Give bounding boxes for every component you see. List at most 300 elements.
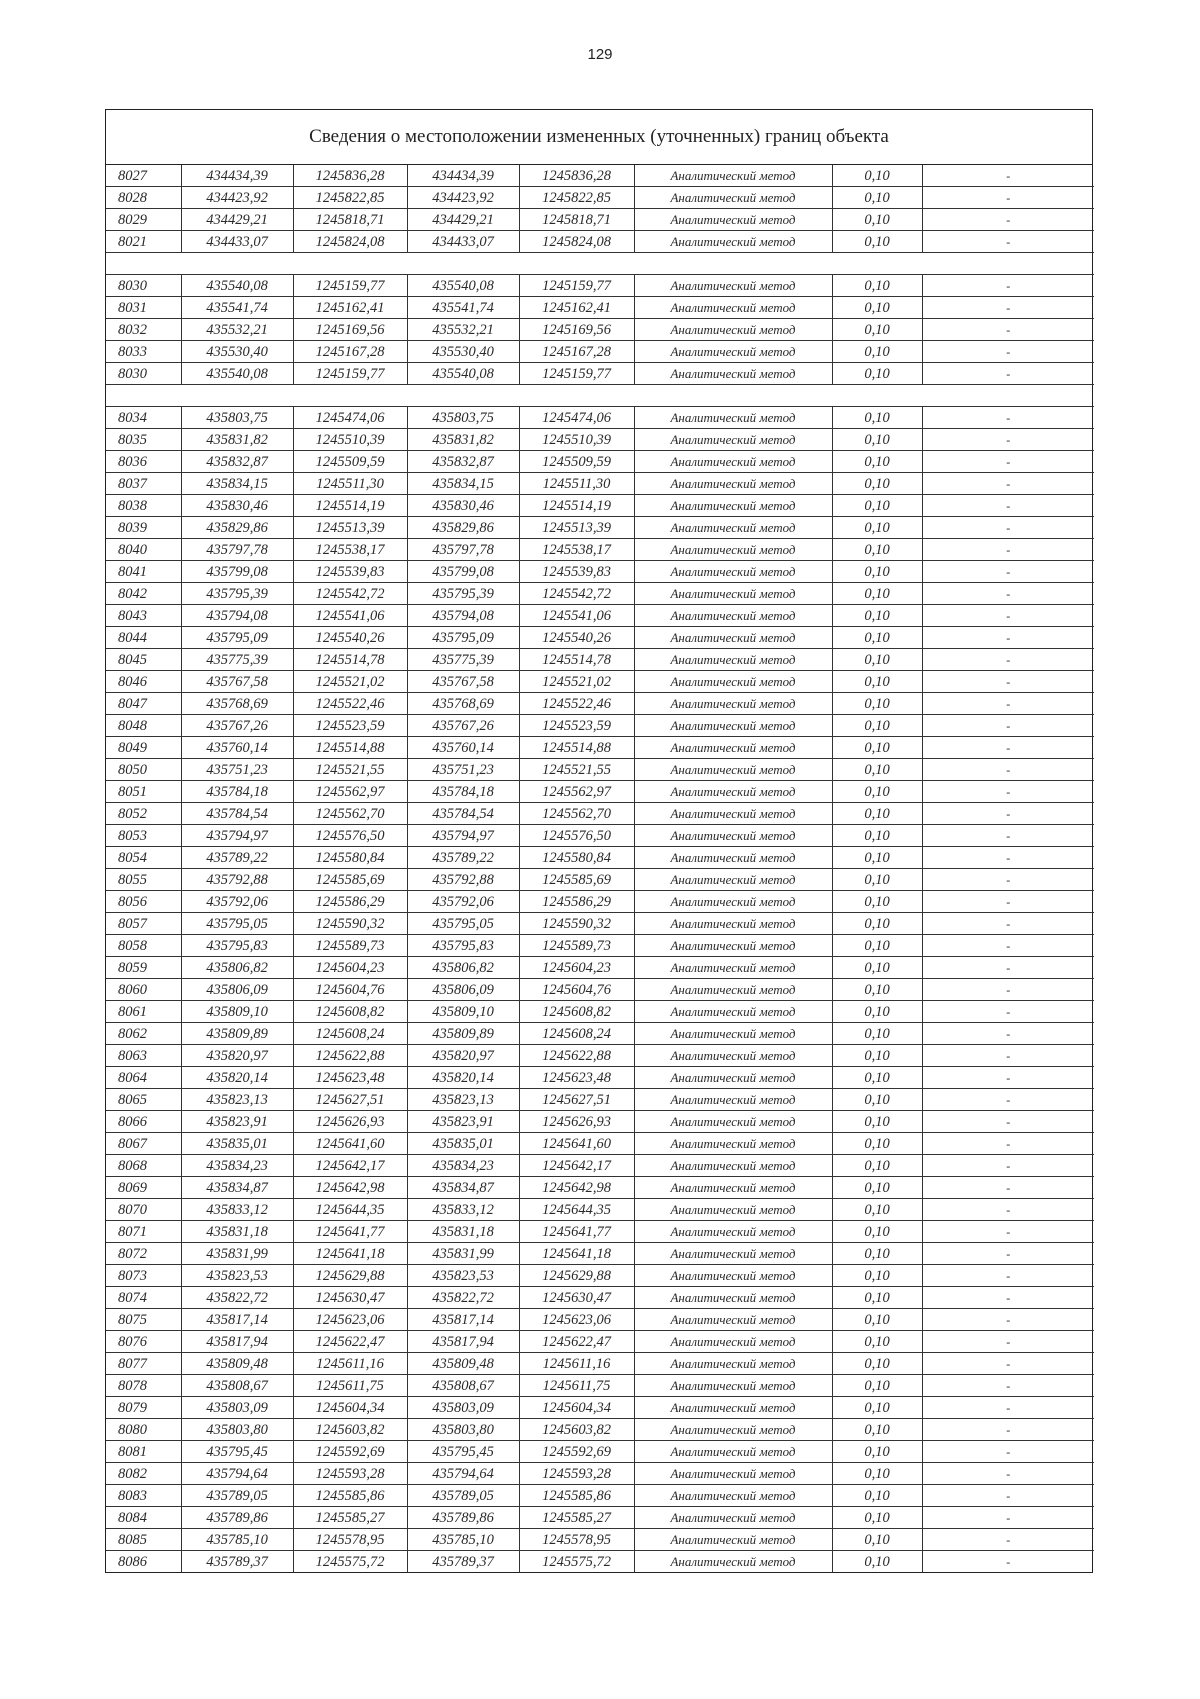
table-row xyxy=(106,1331,1094,1353)
point-number: 8081 xyxy=(106,1441,181,1463)
x-new: 435789,37 xyxy=(407,1551,519,1573)
precision-cell: 0,10 xyxy=(832,407,922,429)
table-row xyxy=(106,1089,1094,1111)
point-number: 8056 xyxy=(106,891,181,913)
y-existing: 1245824,08 xyxy=(293,231,407,253)
y-new: 1245590,32 xyxy=(519,913,634,935)
y-new: 1245644,35 xyxy=(519,1199,634,1221)
note-cell: - xyxy=(922,1243,1094,1265)
precision-cell: 0,10 xyxy=(832,165,922,187)
table-row xyxy=(106,957,1094,979)
table-row xyxy=(106,363,1094,385)
precision-cell: 0,10 xyxy=(832,561,922,583)
x-new: 435795,39 xyxy=(407,583,519,605)
y-new: 1245604,34 xyxy=(519,1397,634,1419)
y-new: 1245641,60 xyxy=(519,1133,634,1155)
method-cell: Аналитический метод xyxy=(634,979,832,1001)
x-existing: 435767,58 xyxy=(181,671,293,693)
y-existing: 1245510,39 xyxy=(293,429,407,451)
y-new: 1245562,97 xyxy=(519,781,634,803)
table-row xyxy=(106,297,1094,319)
precision-cell: 0,10 xyxy=(832,759,922,781)
precision-cell: 0,10 xyxy=(832,935,922,957)
x-existing: 435831,82 xyxy=(181,429,293,451)
x-existing: 435820,14 xyxy=(181,1067,293,1089)
point-number: 8046 xyxy=(106,671,181,693)
note-cell: - xyxy=(922,1375,1094,1397)
x-new: 435795,83 xyxy=(407,935,519,957)
table-row xyxy=(106,407,1094,429)
x-new: 434423,92 xyxy=(407,187,519,209)
point-number: 8043 xyxy=(106,605,181,627)
note-cell: - xyxy=(922,429,1094,451)
precision-cell: 0,10 xyxy=(832,1001,922,1023)
y-new: 1245511,30 xyxy=(519,473,634,495)
note-cell: - xyxy=(922,1133,1094,1155)
y-existing: 1245604,23 xyxy=(293,957,407,979)
x-existing: 435795,09 xyxy=(181,627,293,649)
table-row xyxy=(106,649,1094,671)
precision-cell: 0,10 xyxy=(832,649,922,671)
point-number: 8030 xyxy=(106,363,181,385)
x-new: 435751,23 xyxy=(407,759,519,781)
x-existing: 435540,08 xyxy=(181,363,293,385)
x-new: 435817,94 xyxy=(407,1331,519,1353)
precision-cell: 0,10 xyxy=(832,1309,922,1331)
method-cell: Аналитический метод xyxy=(634,275,832,297)
method-cell: Аналитический метод xyxy=(634,935,832,957)
x-existing: 435797,78 xyxy=(181,539,293,561)
method-cell: Аналитический метод xyxy=(634,957,832,979)
x-new: 435830,46 xyxy=(407,495,519,517)
table-row xyxy=(106,847,1094,869)
y-existing: 1245593,28 xyxy=(293,1463,407,1485)
table-row xyxy=(106,1177,1094,1199)
table-row xyxy=(106,341,1094,363)
method-cell: Аналитический метод xyxy=(634,869,832,891)
precision-cell: 0,10 xyxy=(832,1045,922,1067)
x-new: 435803,09 xyxy=(407,1397,519,1419)
y-new: 1245611,16 xyxy=(519,1353,634,1375)
x-existing: 435760,14 xyxy=(181,737,293,759)
point-number: 8075 xyxy=(106,1309,181,1331)
table-row xyxy=(106,781,1094,803)
table-row xyxy=(106,1353,1094,1375)
precision-cell: 0,10 xyxy=(832,803,922,825)
x-new: 435820,97 xyxy=(407,1045,519,1067)
coordinates-table-frame xyxy=(105,109,1093,1573)
method-cell: Аналитический метод xyxy=(634,1331,832,1353)
method-cell: Аналитический метод xyxy=(634,451,832,473)
x-existing: 435794,97 xyxy=(181,825,293,847)
group-separator xyxy=(106,253,1094,275)
x-existing: 435831,18 xyxy=(181,1221,293,1243)
y-new: 1245642,98 xyxy=(519,1177,634,1199)
method-cell: Аналитический метод xyxy=(634,1001,832,1023)
method-cell: Аналитический метод xyxy=(634,1155,832,1177)
table-row xyxy=(106,1375,1094,1397)
note-cell: - xyxy=(922,1441,1094,1463)
point-number: 8083 xyxy=(106,1485,181,1507)
y-new: 1245580,84 xyxy=(519,847,634,869)
method-cell: Аналитический метод xyxy=(634,1485,832,1507)
x-new: 435808,67 xyxy=(407,1375,519,1397)
y-existing: 1245629,88 xyxy=(293,1265,407,1287)
table-row xyxy=(106,1441,1094,1463)
y-existing: 1245590,32 xyxy=(293,913,407,935)
x-existing: 435829,86 xyxy=(181,517,293,539)
point-number: 8057 xyxy=(106,913,181,935)
y-new: 1245623,48 xyxy=(519,1067,634,1089)
point-number: 8069 xyxy=(106,1177,181,1199)
method-cell: Аналитический метод xyxy=(634,1441,832,1463)
method-cell: Аналитический метод xyxy=(634,429,832,451)
note-cell: - xyxy=(922,693,1094,715)
x-new: 435806,09 xyxy=(407,979,519,1001)
table-row xyxy=(106,517,1094,539)
precision-cell: 0,10 xyxy=(832,495,922,517)
y-existing: 1245627,51 xyxy=(293,1089,407,1111)
point-number: 8060 xyxy=(106,979,181,1001)
note-cell: - xyxy=(922,407,1094,429)
y-new: 1245593,28 xyxy=(519,1463,634,1485)
y-new: 1245608,24 xyxy=(519,1023,634,1045)
x-new: 435768,69 xyxy=(407,693,519,715)
note-cell: - xyxy=(922,517,1094,539)
note-cell: - xyxy=(922,935,1094,957)
point-number: 8039 xyxy=(106,517,181,539)
point-number: 8031 xyxy=(106,297,181,319)
x-existing: 435803,09 xyxy=(181,1397,293,1419)
point-number: 8055 xyxy=(106,869,181,891)
note-cell: - xyxy=(922,1463,1094,1485)
x-new: 435834,87 xyxy=(407,1177,519,1199)
y-existing: 1245603,82 xyxy=(293,1419,407,1441)
method-cell: Аналитический метод xyxy=(634,209,832,231)
x-existing: 435794,64 xyxy=(181,1463,293,1485)
precision-cell: 0,10 xyxy=(832,297,922,319)
note-cell: - xyxy=(922,275,1094,297)
x-existing: 435834,23 xyxy=(181,1155,293,1177)
table-row xyxy=(106,1529,1094,1551)
table-row xyxy=(106,935,1094,957)
x-new: 435833,12 xyxy=(407,1199,519,1221)
y-existing: 1245538,17 xyxy=(293,539,407,561)
point-number: 8028 xyxy=(106,187,181,209)
y-existing: 1245604,34 xyxy=(293,1397,407,1419)
y-new: 1245513,39 xyxy=(519,517,634,539)
y-new: 1245586,29 xyxy=(519,891,634,913)
x-existing: 434434,39 xyxy=(181,165,293,187)
x-new: 435823,53 xyxy=(407,1265,519,1287)
table-row xyxy=(106,1111,1094,1133)
x-new: 435784,54 xyxy=(407,803,519,825)
x-new: 434434,39 xyxy=(407,165,519,187)
y-existing: 1245585,69 xyxy=(293,869,407,891)
point-number: 8064 xyxy=(106,1067,181,1089)
y-existing: 1245622,88 xyxy=(293,1045,407,1067)
x-existing: 435540,08 xyxy=(181,275,293,297)
y-new: 1245521,02 xyxy=(519,671,634,693)
x-existing: 435789,37 xyxy=(181,1551,293,1573)
x-new: 435760,14 xyxy=(407,737,519,759)
x-existing: 435541,74 xyxy=(181,297,293,319)
y-new: 1245522,46 xyxy=(519,693,634,715)
table-row xyxy=(106,1067,1094,1089)
point-number: 8027 xyxy=(106,165,181,187)
x-existing: 435806,09 xyxy=(181,979,293,1001)
note-cell: - xyxy=(922,297,1094,319)
y-new: 1245585,86 xyxy=(519,1485,634,1507)
precision-cell: 0,10 xyxy=(832,1353,922,1375)
x-new: 435834,15 xyxy=(407,473,519,495)
y-existing: 1245162,41 xyxy=(293,297,407,319)
table-row xyxy=(106,1397,1094,1419)
precision-cell: 0,10 xyxy=(832,781,922,803)
note-cell: - xyxy=(922,1023,1094,1045)
method-cell: Аналитический метод xyxy=(634,627,832,649)
y-existing: 1245623,48 xyxy=(293,1067,407,1089)
table-row xyxy=(106,869,1094,891)
point-number: 8070 xyxy=(106,1199,181,1221)
note-cell: - xyxy=(922,847,1094,869)
x-existing: 435795,83 xyxy=(181,935,293,957)
method-cell: Аналитический метод xyxy=(634,671,832,693)
x-existing: 434429,21 xyxy=(181,209,293,231)
note-cell: - xyxy=(922,1485,1094,1507)
note-cell: - xyxy=(922,1551,1094,1573)
point-number: 8035 xyxy=(106,429,181,451)
method-cell: Аналитический метод xyxy=(634,187,832,209)
point-number: 8040 xyxy=(106,539,181,561)
separator-cell xyxy=(106,385,1094,407)
note-cell: - xyxy=(922,209,1094,231)
method-cell: Аналитический метод xyxy=(634,1463,832,1485)
x-existing: 435823,91 xyxy=(181,1111,293,1133)
table-row xyxy=(106,979,1094,1001)
x-new: 435797,78 xyxy=(407,539,519,561)
x-new: 435835,01 xyxy=(407,1133,519,1155)
y-new: 1245159,77 xyxy=(519,363,634,385)
precision-cell: 0,10 xyxy=(832,1441,922,1463)
note-cell: - xyxy=(922,1067,1094,1089)
y-new: 1245521,55 xyxy=(519,759,634,781)
x-new: 435532,21 xyxy=(407,319,519,341)
precision-cell: 0,10 xyxy=(832,429,922,451)
point-number: 8047 xyxy=(106,693,181,715)
x-existing: 435833,12 xyxy=(181,1199,293,1221)
y-new: 1245630,47 xyxy=(519,1287,634,1309)
note-cell: - xyxy=(922,715,1094,737)
x-new: 435794,64 xyxy=(407,1463,519,1485)
y-existing: 1245474,06 xyxy=(293,407,407,429)
point-number: 8059 xyxy=(106,957,181,979)
note-cell: - xyxy=(922,1529,1094,1551)
point-number: 8073 xyxy=(106,1265,181,1287)
method-cell: Аналитический метод xyxy=(634,649,832,671)
x-existing: 435799,08 xyxy=(181,561,293,583)
precision-cell: 0,10 xyxy=(832,1265,922,1287)
y-existing: 1245836,28 xyxy=(293,165,407,187)
point-number: 8045 xyxy=(106,649,181,671)
point-number: 8074 xyxy=(106,1287,181,1309)
precision-cell: 0,10 xyxy=(832,1133,922,1155)
x-new: 435799,08 xyxy=(407,561,519,583)
method-cell: Аналитический метод xyxy=(634,1529,832,1551)
method-cell: Аналитический метод xyxy=(634,1067,832,1089)
y-existing: 1245630,47 xyxy=(293,1287,407,1309)
x-new: 435789,86 xyxy=(407,1507,519,1529)
method-cell: Аналитический метод xyxy=(634,1221,832,1243)
table-row xyxy=(106,1463,1094,1485)
note-cell: - xyxy=(922,1309,1094,1331)
precision-cell: 0,10 xyxy=(832,1397,922,1419)
x-existing: 435792,88 xyxy=(181,869,293,891)
method-cell: Аналитический метод xyxy=(634,605,832,627)
point-number: 8030 xyxy=(106,275,181,297)
x-new: 435834,23 xyxy=(407,1155,519,1177)
y-new: 1245604,23 xyxy=(519,957,634,979)
y-existing: 1245822,85 xyxy=(293,187,407,209)
page-number: 129 xyxy=(587,46,613,63)
y-new: 1245162,41 xyxy=(519,297,634,319)
note-cell: - xyxy=(922,1331,1094,1353)
precision-cell: 0,10 xyxy=(832,341,922,363)
y-existing: 1245562,97 xyxy=(293,781,407,803)
y-existing: 1245611,16 xyxy=(293,1353,407,1375)
precision-cell: 0,10 xyxy=(832,1287,922,1309)
x-new: 434433,07 xyxy=(407,231,519,253)
y-existing: 1245576,50 xyxy=(293,825,407,847)
y-existing: 1245159,77 xyxy=(293,275,407,297)
y-new: 1245629,88 xyxy=(519,1265,634,1287)
precision-cell: 0,10 xyxy=(832,1155,922,1177)
x-existing: 435817,14 xyxy=(181,1309,293,1331)
table-row xyxy=(106,1045,1094,1067)
method-cell: Аналитический метод xyxy=(634,165,832,187)
y-new: 1245589,73 xyxy=(519,935,634,957)
x-new: 435809,10 xyxy=(407,1001,519,1023)
x-new: 435794,97 xyxy=(407,825,519,847)
precision-cell: 0,10 xyxy=(832,847,922,869)
y-existing: 1245542,72 xyxy=(293,583,407,605)
table-row xyxy=(106,1309,1094,1331)
x-new: 435792,88 xyxy=(407,869,519,891)
method-cell: Аналитический метод xyxy=(634,1309,832,1331)
method-cell: Аналитический метод xyxy=(634,1111,832,1133)
y-new: 1245822,85 xyxy=(519,187,634,209)
y-existing: 1245541,06 xyxy=(293,605,407,627)
point-number: 8061 xyxy=(106,1001,181,1023)
x-existing: 435803,75 xyxy=(181,407,293,429)
point-number: 8062 xyxy=(106,1023,181,1045)
table-row xyxy=(106,627,1094,649)
point-number: 8041 xyxy=(106,561,181,583)
note-cell: - xyxy=(922,671,1094,693)
x-existing: 435820,97 xyxy=(181,1045,293,1067)
y-existing: 1245586,29 xyxy=(293,891,407,913)
precision-cell: 0,10 xyxy=(832,1419,922,1441)
point-number: 8029 xyxy=(106,209,181,231)
y-new: 1245562,70 xyxy=(519,803,634,825)
point-number: 8032 xyxy=(106,319,181,341)
y-new: 1245514,78 xyxy=(519,649,634,671)
x-existing: 435775,39 xyxy=(181,649,293,671)
point-number: 8080 xyxy=(106,1419,181,1441)
x-existing: 435823,53 xyxy=(181,1265,293,1287)
y-new: 1245608,82 xyxy=(519,1001,634,1023)
y-existing: 1245622,47 xyxy=(293,1331,407,1353)
point-number: 8021 xyxy=(106,231,181,253)
point-number: 8071 xyxy=(106,1221,181,1243)
note-cell: - xyxy=(922,539,1094,561)
method-cell: Аналитический метод xyxy=(634,319,832,341)
note-cell: - xyxy=(922,561,1094,583)
table-body xyxy=(106,165,1094,1572)
x-new: 435540,08 xyxy=(407,363,519,385)
y-new: 1245641,77 xyxy=(519,1221,634,1243)
y-new: 1245474,06 xyxy=(519,407,634,429)
y-new: 1245540,26 xyxy=(519,627,634,649)
precision-cell: 0,10 xyxy=(832,1221,922,1243)
note-cell: - xyxy=(922,187,1094,209)
table-row xyxy=(106,1001,1094,1023)
table-row xyxy=(106,891,1094,913)
note-cell: - xyxy=(922,803,1094,825)
y-new: 1245824,08 xyxy=(519,231,634,253)
point-number: 8072 xyxy=(106,1243,181,1265)
separator-cell xyxy=(106,253,1094,275)
precision-cell: 0,10 xyxy=(832,539,922,561)
point-number: 8077 xyxy=(106,1353,181,1375)
note-cell: - xyxy=(922,1199,1094,1221)
x-new: 435775,39 xyxy=(407,649,519,671)
x-new: 435795,45 xyxy=(407,1441,519,1463)
point-number: 8058 xyxy=(106,935,181,957)
precision-cell: 0,10 xyxy=(832,979,922,1001)
x-existing: 435532,21 xyxy=(181,319,293,341)
precision-cell: 0,10 xyxy=(832,451,922,473)
note-cell: - xyxy=(922,1507,1094,1529)
note-cell: - xyxy=(922,891,1094,913)
x-existing: 435831,99 xyxy=(181,1243,293,1265)
precision-cell: 0,10 xyxy=(832,1177,922,1199)
table-row xyxy=(106,451,1094,473)
x-new: 435823,91 xyxy=(407,1111,519,1133)
y-new: 1245818,71 xyxy=(519,209,634,231)
y-new: 1245541,06 xyxy=(519,605,634,627)
y-existing: 1245641,60 xyxy=(293,1133,407,1155)
precision-cell: 0,10 xyxy=(832,583,922,605)
x-new: 435767,58 xyxy=(407,671,519,693)
x-new: 435789,22 xyxy=(407,847,519,869)
precision-cell: 0,10 xyxy=(832,891,922,913)
method-cell: Аналитический метод xyxy=(634,583,832,605)
x-new: 435832,87 xyxy=(407,451,519,473)
table-row xyxy=(106,539,1094,561)
note-cell: - xyxy=(922,825,1094,847)
precision-cell: 0,10 xyxy=(832,187,922,209)
x-new: 434429,21 xyxy=(407,209,519,231)
note-cell: - xyxy=(922,913,1094,935)
note-cell: - xyxy=(922,605,1094,627)
x-existing: 435767,26 xyxy=(181,715,293,737)
method-cell: Аналитический метод xyxy=(634,715,832,737)
note-cell: - xyxy=(922,869,1094,891)
x-existing: 435830,46 xyxy=(181,495,293,517)
precision-cell: 0,10 xyxy=(832,1375,922,1397)
y-existing: 1245818,71 xyxy=(293,209,407,231)
